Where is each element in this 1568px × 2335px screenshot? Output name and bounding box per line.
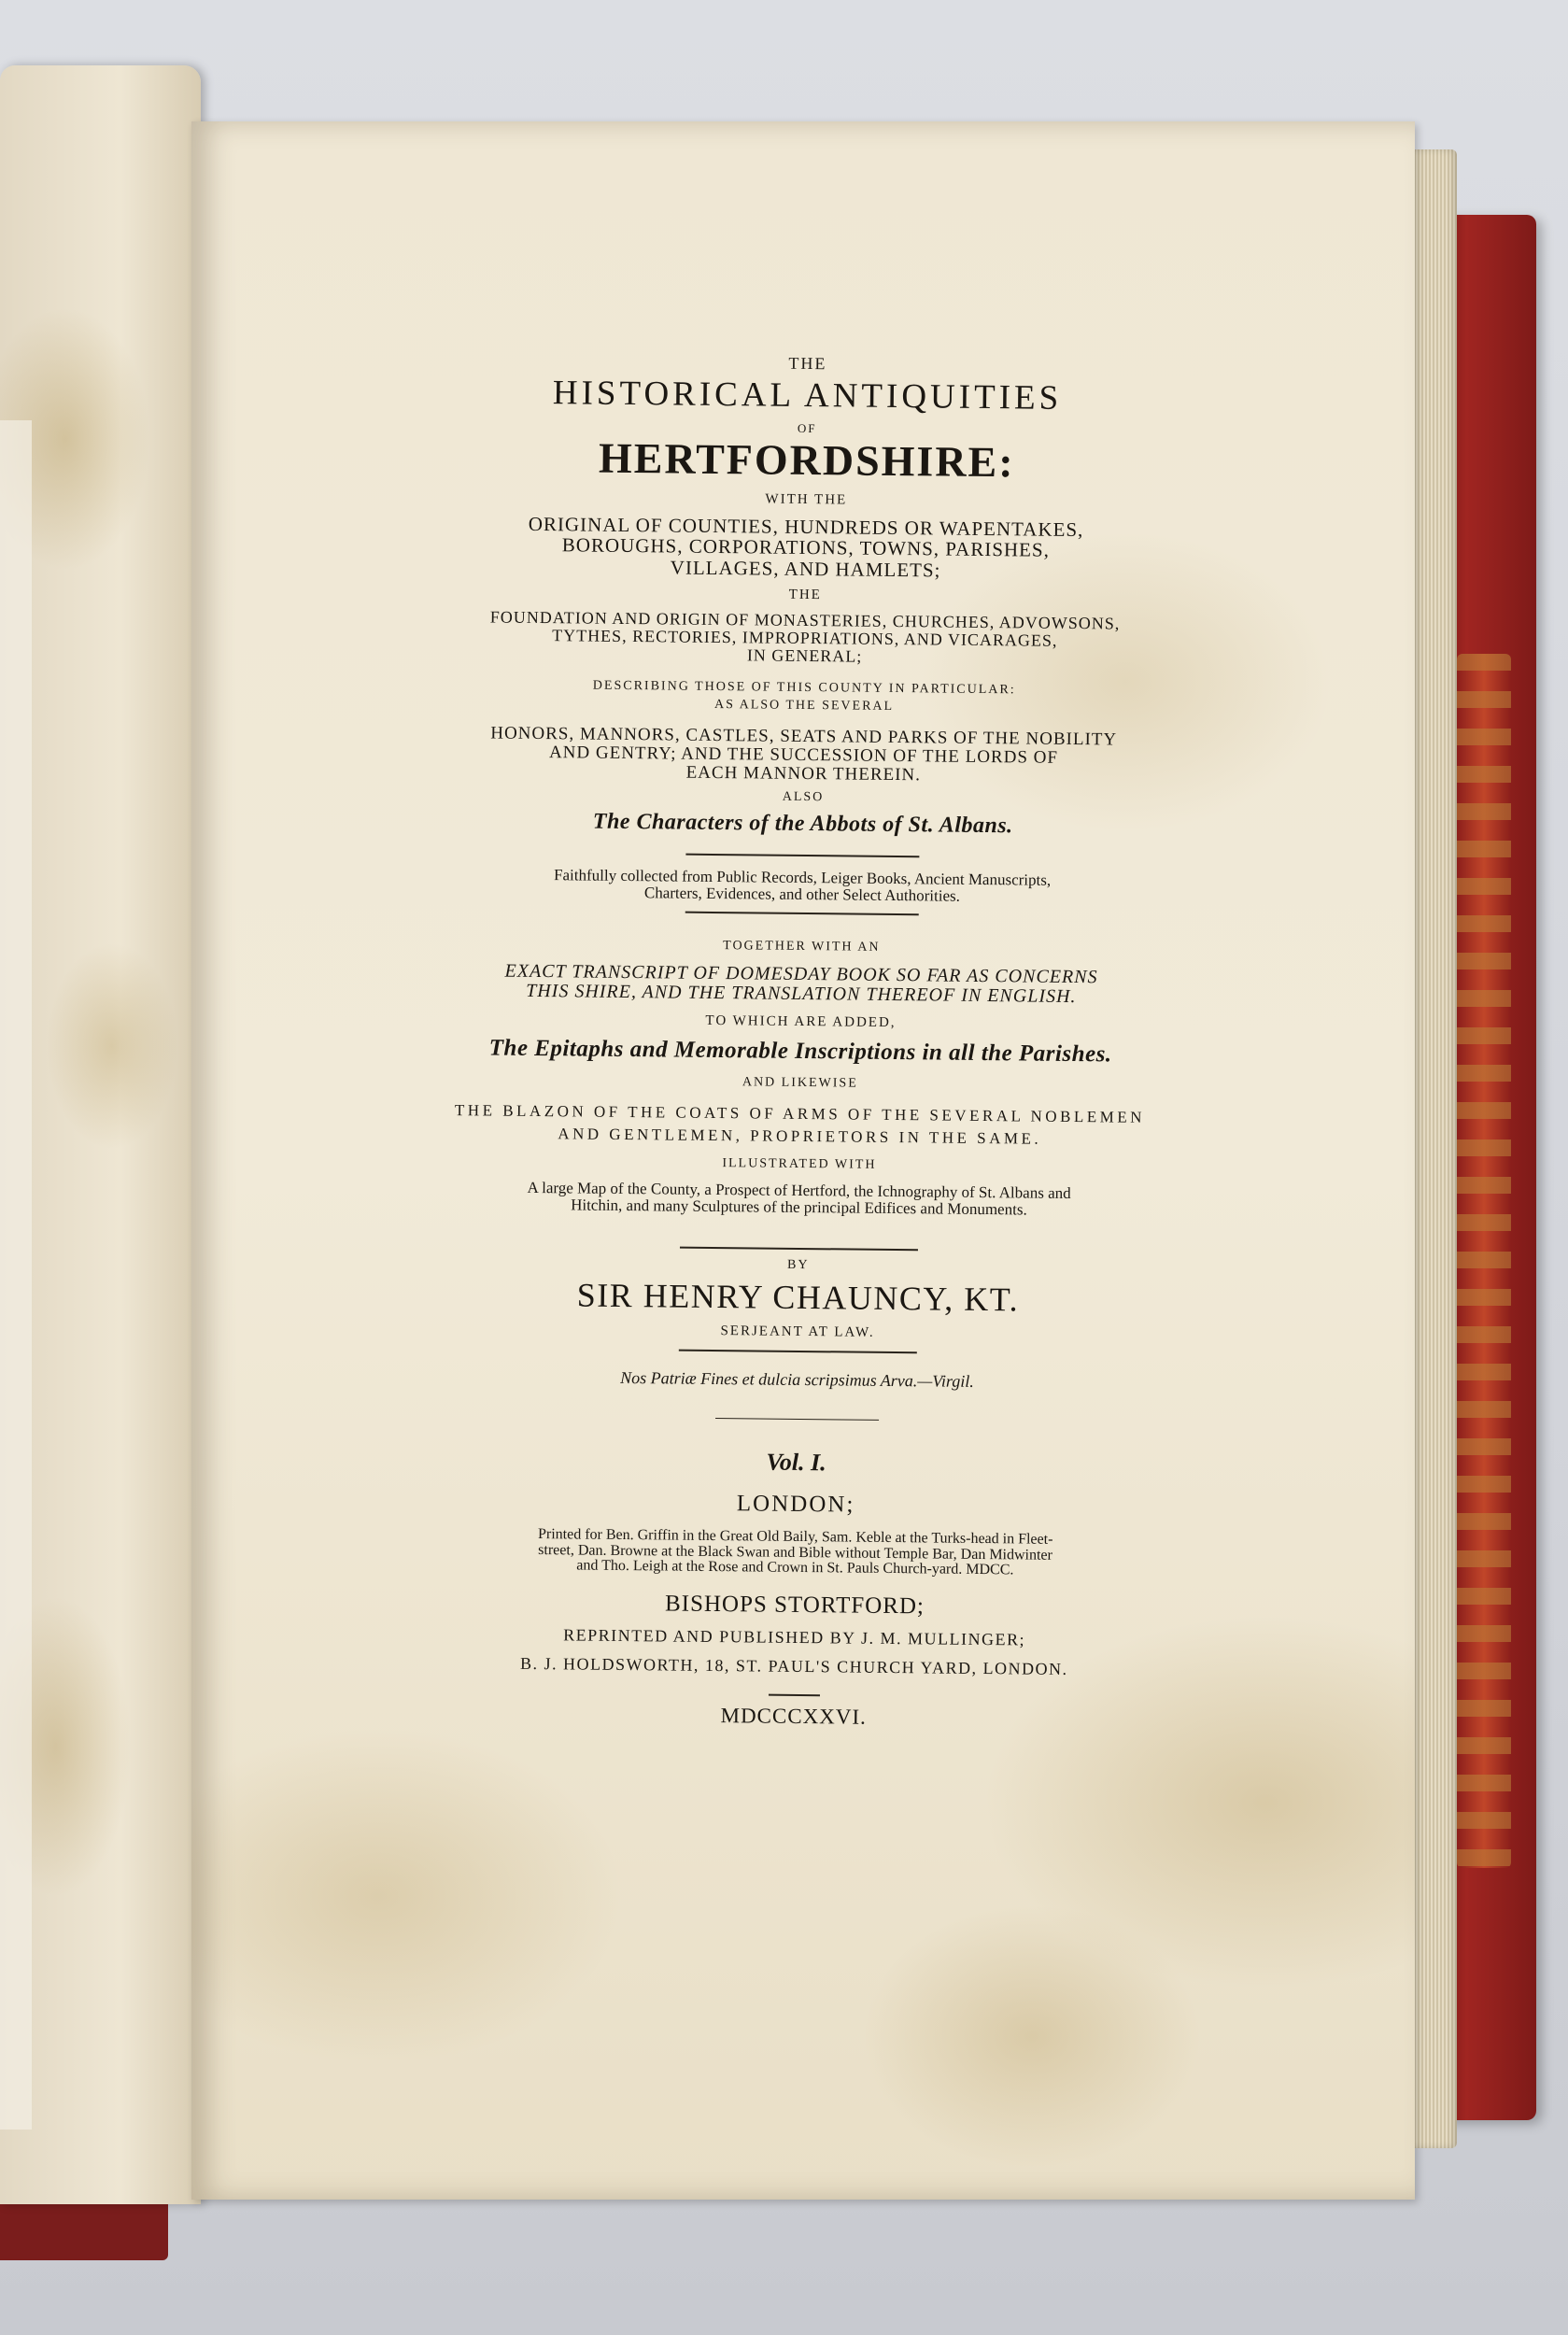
honors-line: HONORS, MANNORS, CASTLES, SEATS AND PARKS OF THE NOBILITY	[490, 723, 1118, 750]
divider-rule	[678, 1350, 916, 1354]
divider-rule	[685, 854, 919, 858]
the-label: THE	[788, 353, 827, 374]
marbled-edge	[1457, 654, 1511, 1868]
map-line: Hitchin, and many Sculptures of the principal Edifices and Monuments.	[571, 1196, 1027, 1219]
printed-block	[328, 1525, 1262, 1582]
main-title: HISTORICAL ANTIQUITIES	[552, 374, 1063, 417]
blazon-line: THE BLAZON OF THE COATS OF ARMS OF THE SEVERAL NOBLEMEN	[454, 1101, 1146, 1126]
holdsworth-line: B. J. HOLDSWORTH, 18, ST. PAUL'S CHURCH YARD, LONDON.	[519, 1654, 1068, 1679]
the-label-2: THE	[788, 587, 822, 602]
motto-line: Nos Patriæ Fines et dulcia scripsimus Arva.—Virgil.	[620, 1368, 974, 1392]
likewise-label: AND LIKEWISE	[742, 1075, 858, 1092]
left-fly-leaf	[0, 65, 201, 2204]
foundation-block	[338, 607, 1273, 670]
london-label: LONDON;	[736, 1490, 855, 1518]
with-the-label: WITH THE	[765, 491, 848, 508]
foundation-line: IN GENERAL;	[746, 645, 863, 666]
describing-line: AS ALSO THE SEVERAL	[713, 697, 895, 714]
divider-rule	[679, 1247, 917, 1252]
blazon-block	[332, 1101, 1266, 1150]
foundation-line: FOUNDATION AND ORIGIN OF MONASTERIES, CHURCHES, ADVOWSONS,	[489, 607, 1121, 633]
blazon-line: AND GENTLEMEN, PROPRIETORS IN THE SAME.	[558, 1125, 1042, 1148]
author-name: SIR HENRY CHAUNCY, KT.	[576, 1276, 1020, 1319]
illustrated-label: ILLUSTRATED WITH	[722, 1155, 877, 1172]
also-label: ALSO	[782, 789, 825, 805]
divider-rule	[685, 911, 919, 915]
honors-line: EACH MANNOR THEREIN.	[685, 762, 922, 785]
honors-line: AND GENTRY; AND THE SUCCESSION OF THE LORDS OF	[548, 743, 1059, 769]
counties-line: ORIGINAL OF COUNTIES, HUNDREDS OR WAPENTAKES,	[528, 513, 1084, 542]
publication-date: MDCCCXXVI.	[720, 1704, 868, 1730]
bishops-label: BISHOPS STORTFORD;	[664, 1591, 925, 1620]
to-which-label: TO WHICH ARE ADDED,	[705, 1013, 897, 1031]
serjeant-label: SERJEANT AT LAW.	[720, 1323, 875, 1340]
printed-line: Printed for Ben. Griffin in the Great Old Baily, Sam. Keble at the Turks-head in Fleet-	[537, 1525, 1053, 1548]
volume-label: Vol. I.	[766, 1448, 826, 1477]
domesday-block	[334, 960, 1268, 1009]
domesday-line: EXACT TRANSCRIPT OF DOMESDAY BOOK SO FAR AS CONCERNS	[504, 961, 1098, 988]
together-label: TOGETHER WITH AN	[723, 938, 881, 955]
printed-line: street, Dan. Browne at the Black Swan and Bible without Temple Bar, Dan Midwinter	[538, 1541, 1053, 1564]
divider-rule	[768, 1694, 819, 1697]
of-label: OF	[797, 420, 817, 435]
describing-line: DESCRIBING THOSE OF THIS COUNTY IN PARTICULAR:	[592, 678, 1016, 698]
honors-block	[336, 723, 1271, 788]
map-line: A large Map of the County, a Prospect of Hertford, the Ichnography of St. Albans and	[527, 1179, 1071, 1203]
faithfully-block	[335, 865, 1269, 908]
faithfully-line: Charters, Evidences, and other Select Authorities.	[643, 884, 961, 905]
counties-line: VILLAGES, AND HAMLETS;	[670, 555, 941, 582]
map-block	[332, 1178, 1265, 1221]
epitaphs-line: The Epitaphs and Memorable Inscriptions in all the Parishes.	[488, 1035, 1112, 1068]
foundation-line: TYTHES, RECTORIES, IMPROPRIATIONS, AND VICARAGES,	[552, 626, 1058, 651]
reprinted-line: REPRINTED AND PUBLISHED BY J. M. MULLINGER;	[563, 1625, 1026, 1649]
by-label: BY	[786, 1257, 810, 1273]
faithfully-line: Faithfully collected from Public Records, Leiger Books, Ancient Manuscripts,	[554, 866, 1052, 889]
printed-line: and Tho. Leigh at the Rose and Crown in St. Pauls Church-yard. MDCC.	[576, 1557, 1014, 1578]
counties-line: BOROUGHS, CORPORATIONS, TOWNS, PARISHES,	[561, 533, 1051, 562]
divider-rule	[715, 1418, 879, 1421]
left-page-strip	[0, 420, 32, 2130]
title-page	[191, 121, 1415, 2200]
counties-block	[339, 512, 1274, 584]
describing-block	[337, 677, 1271, 718]
title-page-text	[327, 350, 1275, 1734]
county-title: HERTFORDSHIRE:	[598, 434, 1015, 487]
abbots-line: The Characters of the Abbots of St. Albans.	[592, 809, 1013, 839]
domesday-line: THIS SHIRE, AND THE TRANSLATION THEREOF IN ENGLISH.	[526, 981, 1077, 1008]
